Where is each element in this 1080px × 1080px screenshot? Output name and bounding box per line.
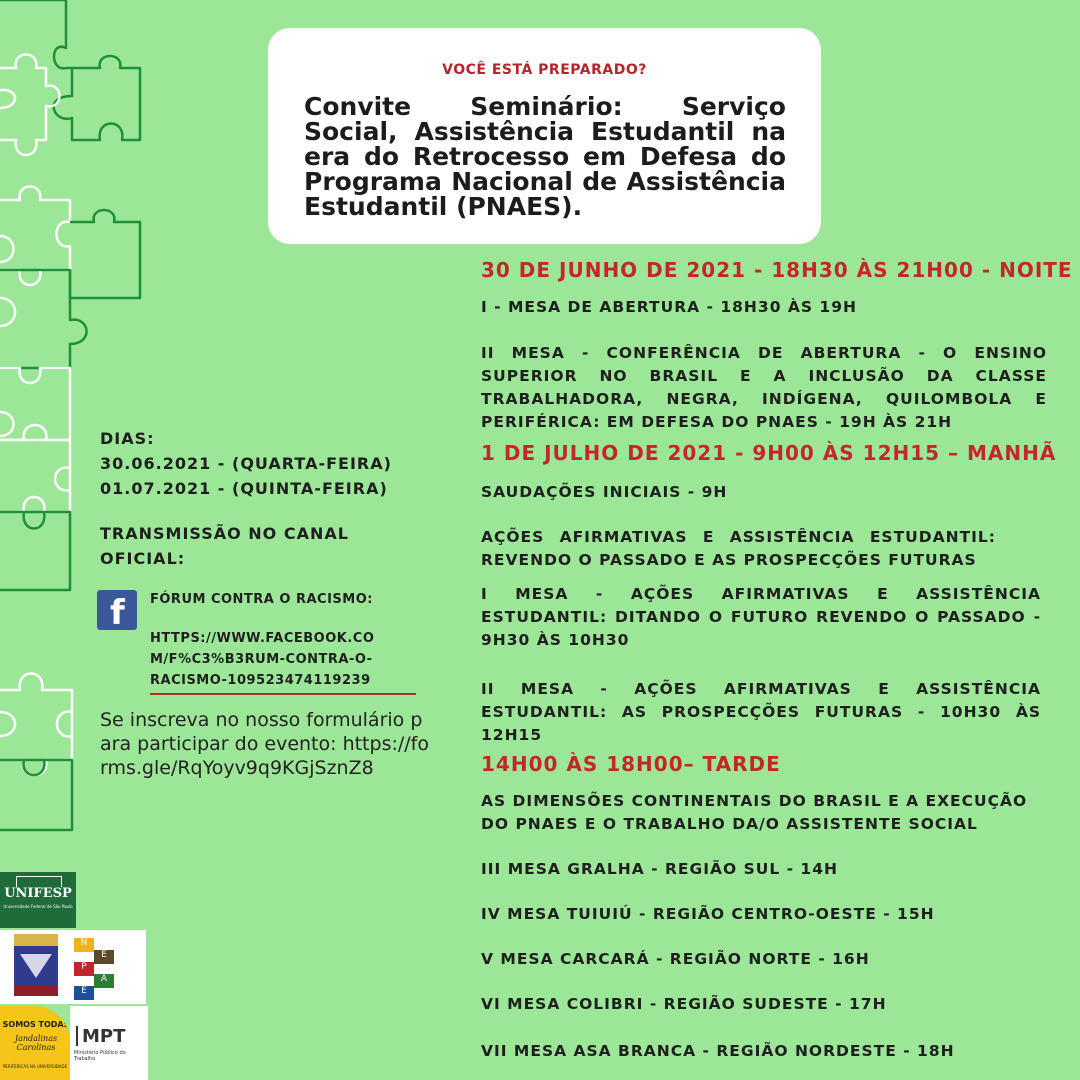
- card-title: Convite Seminário: Serviço Social, Assistência Estudantil na era do Retrocesso em Defesa do Programa Nacional de Assistência Estudantil (PNAES).: [304, 92, 786, 221]
- header-card: [268, 28, 821, 244]
- day2-date: 01.07.2021 - (QUINTA-FEIRA): [100, 479, 388, 498]
- schedule-item: II MESA - AÇÕES AFIRMATIVAS E ASSISTÊNCIA ESTUDANTIL: AS PROSPECÇÕES FUTURAS - 10H30 ÀS 12H15: [481, 680, 1041, 744]
- schedule-item: AÇÕES AFIRMATIVAS E ASSISTÊNCIA ESTUDANTIL: REVENDO O PASSADO E AS PROSPECÇÕES FUTURAS: [481, 528, 996, 569]
- schedule-item: IV MESA TUIUIÚ - REGIÃO CENTRO-OESTE - 15H: [481, 905, 935, 923]
- signup-text[interactable]: Se inscreva no nosso formulário para participar do evento: https://forms.gle/RqYoyv9q9KGjSznZ8: [100, 709, 429, 779]
- divider: [150, 693, 416, 695]
- day2-header: 1 DE JULHO DE 2021 - 9H00 ÀS 12H15 – MANHÃ: [481, 441, 1057, 465]
- mpt-logo: MPT Ministério Público do Trabalho: [70, 1006, 148, 1080]
- schedule-item: II MESA - CONFERÊNCIA DE ABERTURA - O ENSINO SUPERIOR NO BRASIL E A INCLUSÃO DA CLASSE TRABALHADORA, NEGRA, INDÍGENA, QUILOMBOLA E PERIFÉRICA: EM DEFESA DO PNAES - 19H ÀS 21H: [481, 344, 1047, 431]
- forum-label: FÓRUM CONTRA O RACISMO:: [150, 592, 373, 607]
- schedule-item: VI MESA COLIBRI - REGIÃO SUDESTE - 17H: [481, 995, 887, 1013]
- partner-logos-row: N E P A E: [0, 930, 146, 1004]
- ufba-crest-icon: [10, 932, 62, 1002]
- schedule-item: III MESA GRALHA - REGIÃO SUL - 14H: [481, 860, 838, 878]
- schedule-item: V MESA CARCARÁ - REGIÃO NORTE - 16H: [481, 950, 870, 968]
- unifesp-logo: UNIFESP Universidade Federal de São Paulo: [0, 872, 76, 928]
- facebook-icon[interactable]: f: [97, 590, 137, 630]
- forum-url[interactable]: HTTPS://WWW.FACEBOOK.COM/F%C3%B3RUM-CONTRA-O-RACISMO-109523474119239: [150, 631, 375, 688]
- schedule-item: I MESA - AÇÕES AFIRMATIVAS E ASSISTÊNCIA ESTUDANTIL: DITANDO O FUTURO REVENDO O PASSADO - 9H30 ÀS 10H30: [481, 585, 1041, 649]
- schedule-item: VII MESA ASA BRANCA - REGIÃO NORDESTE - 18H: [481, 1042, 955, 1060]
- schedule-item: I - MESA DE ABERTURA - 18H30 ÀS 19H: [481, 298, 857, 316]
- transmission-label: TRANSMISSÃO NO CANAL OFICIAL:: [100, 524, 349, 568]
- somos-todas-logo: SOMOS TODAS Jandalinas Carolinas PERIFÉRICAS NA UNIVERSIDADE: [0, 1006, 70, 1080]
- days-label: DIAS:: [100, 429, 155, 448]
- card-kicker: VOCÊ ESTÁ PREPARADO?: [442, 62, 647, 78]
- day1-header: 30 DE JUNHO DE 2021 - 18H30 ÀS 21H00 - NOITE: [481, 258, 1073, 282]
- schedule-item: SAUDAÇÕES INICIAIS - 9H: [481, 483, 728, 501]
- day1-date: 30.06.2021 - (QUARTA-FEIRA): [100, 454, 392, 473]
- schedule-item: AS DIMENSÕES CONTINENTAIS DO BRASIL E A EXECUÇÃO DO PNAES E O TRABALHO DA/O ASSISTENTE SOCIAL: [481, 792, 1028, 833]
- afternoon-header: 14H00 ÀS 18H00– TARDE: [481, 752, 781, 776]
